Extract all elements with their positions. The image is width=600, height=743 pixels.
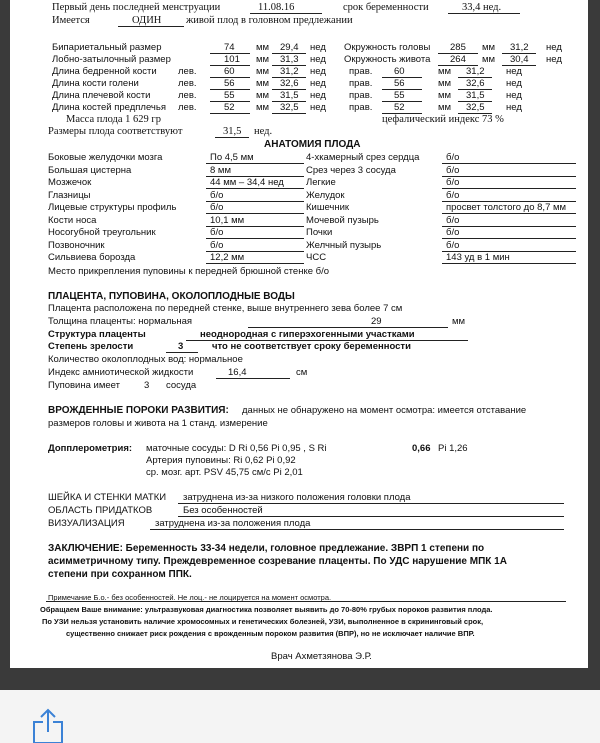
doppler-mca: ср. мозг. арт. PSV 45,75 см/с Pi 2,01	[146, 467, 303, 478]
anatomy-left-value: 44 мм – 34,4 нед	[210, 177, 284, 188]
anatomy-left-value: б/о	[210, 202, 224, 213]
placenta-thickness-label: Толщина плаценты: нормальная	[48, 316, 193, 327]
maturity-text: что не соответствует сроку беременности	[212, 341, 411, 352]
biometry-unit: мм	[256, 42, 270, 53]
biometry-weeks: 29,4	[280, 42, 299, 53]
anatomy-title: АНАТОМИЯ ПЛОДА	[264, 139, 361, 150]
biometry-right-weeks: 31,5	[466, 90, 485, 101]
cephalic-index: цефалический индекс 73 %	[382, 114, 504, 125]
anatomy-left-value: б/о	[210, 239, 224, 251]
anatomy-right-label: Желудок	[306, 189, 345, 201]
anatomy-right-value: б/о	[446, 214, 460, 226]
biometry-value: 60	[224, 66, 235, 77]
conclusion-line-2: асимметричному типу. Преждевременное созревание плаценты. По УДС нарушение МПК 1А	[48, 556, 507, 567]
anatomy-left-line	[206, 263, 304, 264]
anatomy-right-line	[442, 213, 576, 214]
lmp-value: 11.08.16	[258, 2, 295, 13]
anatomy-left-label: Мозжечок	[48, 177, 92, 188]
cervix-label: ШЕЙКА И СТЕНКИ МАТКИ	[48, 492, 167, 503]
biometry-weeks-unit: нед	[310, 42, 326, 53]
anatomy-right-value: б/о	[446, 152, 460, 163]
share-icon[interactable]	[28, 708, 68, 743]
biometry-right-side: прав.	[349, 102, 373, 113]
anatomy-left-value: б/о	[210, 227, 224, 238]
anatomy-right-label: Легкие	[306, 177, 336, 188]
biometry-right-weeks-unit: нед	[546, 42, 562, 53]
biometry-right-unit: мм	[438, 102, 452, 113]
fetus-count: ОДИН	[132, 15, 162, 26]
anatomy-right-label: Желчный пузырь	[306, 239, 382, 251]
anatomy-right-value: б/о	[446, 189, 460, 201]
anatomy-left-label: Лицевые структуры профиль	[48, 202, 177, 213]
biometry-right-name: Окружность головы	[344, 42, 431, 53]
lmp-label: Первый день последней менструации	[52, 2, 221, 13]
biometry-right-weeks: 32,5	[466, 102, 485, 113]
biometry-unit: мм	[256, 54, 270, 65]
malformations-text-1: данных не обнаружено на момент осмотра: имеется отставание	[242, 405, 527, 416]
biometry-right-weeks-unit: нед	[506, 78, 522, 89]
bottom-toolbar	[0, 690, 600, 743]
biometry-right-name: Окружность живота	[344, 54, 431, 65]
biometry-weeks: 31,5	[280, 90, 299, 101]
biometry-name: Бипариетальный размер	[52, 42, 162, 53]
biometry-right-weeks-unit: нед	[546, 54, 562, 65]
anatomy-right-line	[442, 188, 576, 189]
biometry-right-weeks: 30,4	[510, 54, 529, 65]
afi-label: Индекс амниотической жидкости	[48, 367, 194, 378]
biometry-right-side: прав.	[349, 66, 373, 77]
biometry-right-value: 55	[394, 90, 405, 101]
visualization-label: ВИЗУАЛИЗАЦИЯ	[48, 518, 125, 529]
doppler-uterine-s-pi: Pi 1,26	[438, 443, 468, 454]
malformations-text-2: размеров головы и живота на 1 станд. измерение	[48, 418, 268, 429]
anatomy-left-label: Носогубной треугольник	[48, 227, 156, 238]
anatomy-right-label: Срез через 3 сосуда	[306, 164, 396, 176]
doppler-umbilical: Артерия пуповины: Ri 0,62 Pi 0,92	[146, 455, 296, 466]
biometry-right-weeks: 31,2	[510, 42, 529, 53]
maturity-label: Степень зрелости	[48, 341, 134, 352]
warning-line-3: существенно снижает риск рождения с врожденным пороком развития (ВПР), но не исключает наличие ВПР.	[66, 629, 475, 638]
biometry-right-unit: мм	[482, 54, 496, 65]
anatomy-left-label: Кости носа	[48, 214, 97, 226]
anatomy-left-value: 8 мм	[210, 164, 231, 176]
anatomy-left-label: Позвоночник	[48, 239, 105, 251]
biometry-value: 74	[224, 42, 235, 53]
biometry-right-unit: мм	[482, 42, 496, 53]
anatomy-right-label: Почки	[306, 227, 333, 238]
anatomy-left-value: По 4,5 мм	[210, 152, 254, 163]
placenta-thickness-unit: мм	[452, 316, 466, 327]
biometry-right-side: прав.	[349, 78, 373, 89]
fetal-mass: Масса плода 1 629 гр	[66, 114, 161, 125]
biometry-right-side: прав.	[349, 90, 373, 101]
anatomy-right-label: Мочевой пузырь	[306, 214, 379, 226]
ga-label: срок беременности	[343, 2, 429, 13]
biometry-weeks-unit: нед	[310, 54, 326, 65]
biometry-right-value: 56	[394, 78, 405, 89]
biometry-right-weeks: 31,2	[466, 66, 485, 77]
doctor-signature: Врач Ахметзянова Э.Р.	[271, 651, 372, 662]
doppler-uterine-s-ri: 0,66	[412, 443, 431, 454]
doppler-uterine: маточные сосуды: D Ri 0,56 Pi 0,95 , S Ri	[146, 443, 327, 454]
size-corr-unit: нед.	[254, 126, 273, 137]
anatomy-left-value: б/о	[210, 189, 224, 201]
biometry-weeks: 31,2	[280, 66, 299, 77]
conclusion-line-3: степени при сохранном ППК.	[48, 569, 192, 580]
anatomy-right-value: б/о	[446, 164, 460, 176]
anatomy-right-value: просвет толстого до 8,7 мм	[446, 202, 567, 213]
biometry-weeks: 32,5	[280, 102, 299, 113]
biometry-name: Длина бедренной кости	[52, 66, 157, 77]
anatomy-right-line	[442, 238, 576, 239]
anatomy-right-label: Кишечник	[306, 202, 350, 213]
biometry-weeks-unit: нед	[310, 90, 326, 101]
biometry-weeks-unit: нед	[310, 78, 326, 89]
biometry-side: лев.	[178, 90, 197, 101]
cervix-value: затруднена из-за низкого положения головки плода	[183, 492, 411, 503]
fetus-text: живой плод в головном предлежании	[186, 15, 353, 26]
placenta-thickness-value: 29	[371, 316, 382, 327]
biometry-value: 55	[224, 90, 235, 101]
biometry-right-value: 285	[450, 42, 466, 53]
placenta-location: Плацента расположена по передней стенке, выше внутреннего зева более 7 см	[48, 303, 403, 314]
anatomy-left-label: Боковые желудочки мозга	[48, 152, 163, 163]
amniotic-fluid: Количество околоплодных вод: нормальное	[48, 354, 243, 365]
warning-line-2: По УЗИ нельзя установить наличие хромосомных и генетических болезней, УЗИ, выполненное в скрининговый срок,	[42, 617, 484, 626]
biometry-weeks: 32,6	[280, 78, 299, 89]
anatomy-left-label: Глазницы	[48, 189, 91, 201]
ga-value: 33,4 нед.	[462, 2, 502, 13]
biometry-weeks-unit: нед	[310, 66, 326, 77]
cord-vessels-unit: сосуда	[166, 380, 197, 391]
adnexa-label: ОБЛАСТЬ ПРИДАТКОВ	[48, 505, 153, 516]
anatomy-right-label: 4-хкамерный срез сердца	[306, 152, 420, 163]
anatomy-right-line	[442, 176, 576, 177]
biometry-name: Длина кости голени	[52, 78, 139, 89]
biometry-right-unit: мм	[438, 90, 452, 101]
anatomy-right-label: ЧСС	[306, 252, 327, 263]
biometry-right-value: 52	[394, 102, 405, 113]
biometry-unit: мм	[256, 78, 270, 89]
size-corr-label: Размеры плода соответствуют	[48, 126, 183, 137]
biometry-side: лев.	[178, 102, 197, 113]
biometry-value: 56	[224, 78, 235, 89]
biometry-weeks-line	[272, 113, 306, 114]
anatomy-right-line	[442, 226, 576, 227]
note: Примечание Б.о.- без особенностей. Не лоц.- не лоцируется на момент осмотра.	[48, 593, 332, 602]
has-label: Имеется	[52, 15, 90, 26]
cord-vessels-count: 3	[144, 380, 150, 391]
anatomy-right-value: б/о	[446, 177, 460, 188]
biometry-value: 101	[224, 54, 240, 65]
biometry-right-weeks-unit: нед	[506, 90, 522, 101]
biometry-weeks: 31,3	[280, 54, 299, 65]
biometry-unit: мм	[256, 66, 270, 77]
anatomy-left-value: 12,2 мм	[210, 252, 245, 263]
biometry-right-weeks-unit: нед	[506, 66, 522, 77]
placenta-title: ПЛАЦЕНТА, ПУПОВИНА, ОКОЛОПЛОДНЫЕ ВОДЫ	[48, 291, 295, 302]
biometry-weeks-unit: нед	[310, 102, 326, 113]
biometry-right-weeks: 32,6	[466, 78, 485, 89]
cord-vessels-label: Пуповина имеет	[48, 380, 120, 391]
biometry-name: Длина костей предплечья	[52, 102, 166, 113]
anatomy-right-line	[442, 163, 576, 164]
placenta-structure-label: Структура плаценты	[48, 329, 146, 340]
placenta-structure-value: неоднородная с гиперэхогенными участками	[200, 329, 415, 340]
biometry-value: 52	[224, 102, 235, 113]
anatomy-right-value: 143 уд в 1 мин	[446, 252, 510, 263]
warning-line-1: Обращаем Ваше внимание: ультразвуковая диагностика позволяет выявить до 70-80% грубых пороков развития плода.	[40, 605, 493, 614]
adnexa-value: Без особенностей	[183, 505, 263, 516]
biometry-right-value: 60	[394, 66, 405, 77]
visualization-value: затруднена из-за положения плода	[155, 518, 311, 529]
doppler-label: Допплерометрия:	[48, 443, 133, 454]
anatomy-right-line	[442, 263, 576, 264]
maturity-value: 3	[178, 341, 184, 352]
biometry-right-value: 264	[450, 54, 466, 65]
anatomy-left-label: Большая цистерна	[48, 164, 132, 176]
biometry-side: лев.	[178, 78, 197, 89]
biometry-unit: мм	[256, 102, 270, 113]
anatomy-right-value: б/о	[446, 239, 460, 251]
biometry-value-line	[210, 113, 250, 114]
biometry-unit: мм	[256, 90, 270, 101]
biometry-name: Длина плечевой кости	[52, 90, 151, 101]
afi-value: 16,4	[228, 367, 247, 378]
anatomy-right-value: б/о	[446, 227, 460, 238]
size-corr-value: 31,5	[223, 126, 242, 137]
biometry-side: лев.	[178, 66, 197, 77]
anatomy-left-label: Сильвиева борозда	[48, 252, 136, 263]
biometry-right-unit: мм	[438, 78, 452, 89]
anatomy-left-value: 10,1 мм	[210, 214, 245, 226]
cord-insertion: Место прикрепления пуповины к передней брюшной стенке б/о	[48, 266, 329, 277]
biometry-right-unit: мм	[438, 66, 452, 77]
malformations-label: ВРОЖДЕННЫЕ ПОРОКИ РАЗВИТИЯ:	[48, 405, 229, 416]
document-page	[10, 0, 588, 668]
biometry-name: Лобно-затылочный размер	[52, 54, 171, 65]
afi-unit: см	[296, 367, 308, 378]
biometry-right-weeks-unit: нед	[506, 102, 522, 113]
conclusion-line-1: ЗАКЛЮЧЕНИЕ: Беременность 33-34 недели, головное предлежание. ЗВРП 1 степени по	[48, 543, 485, 554]
